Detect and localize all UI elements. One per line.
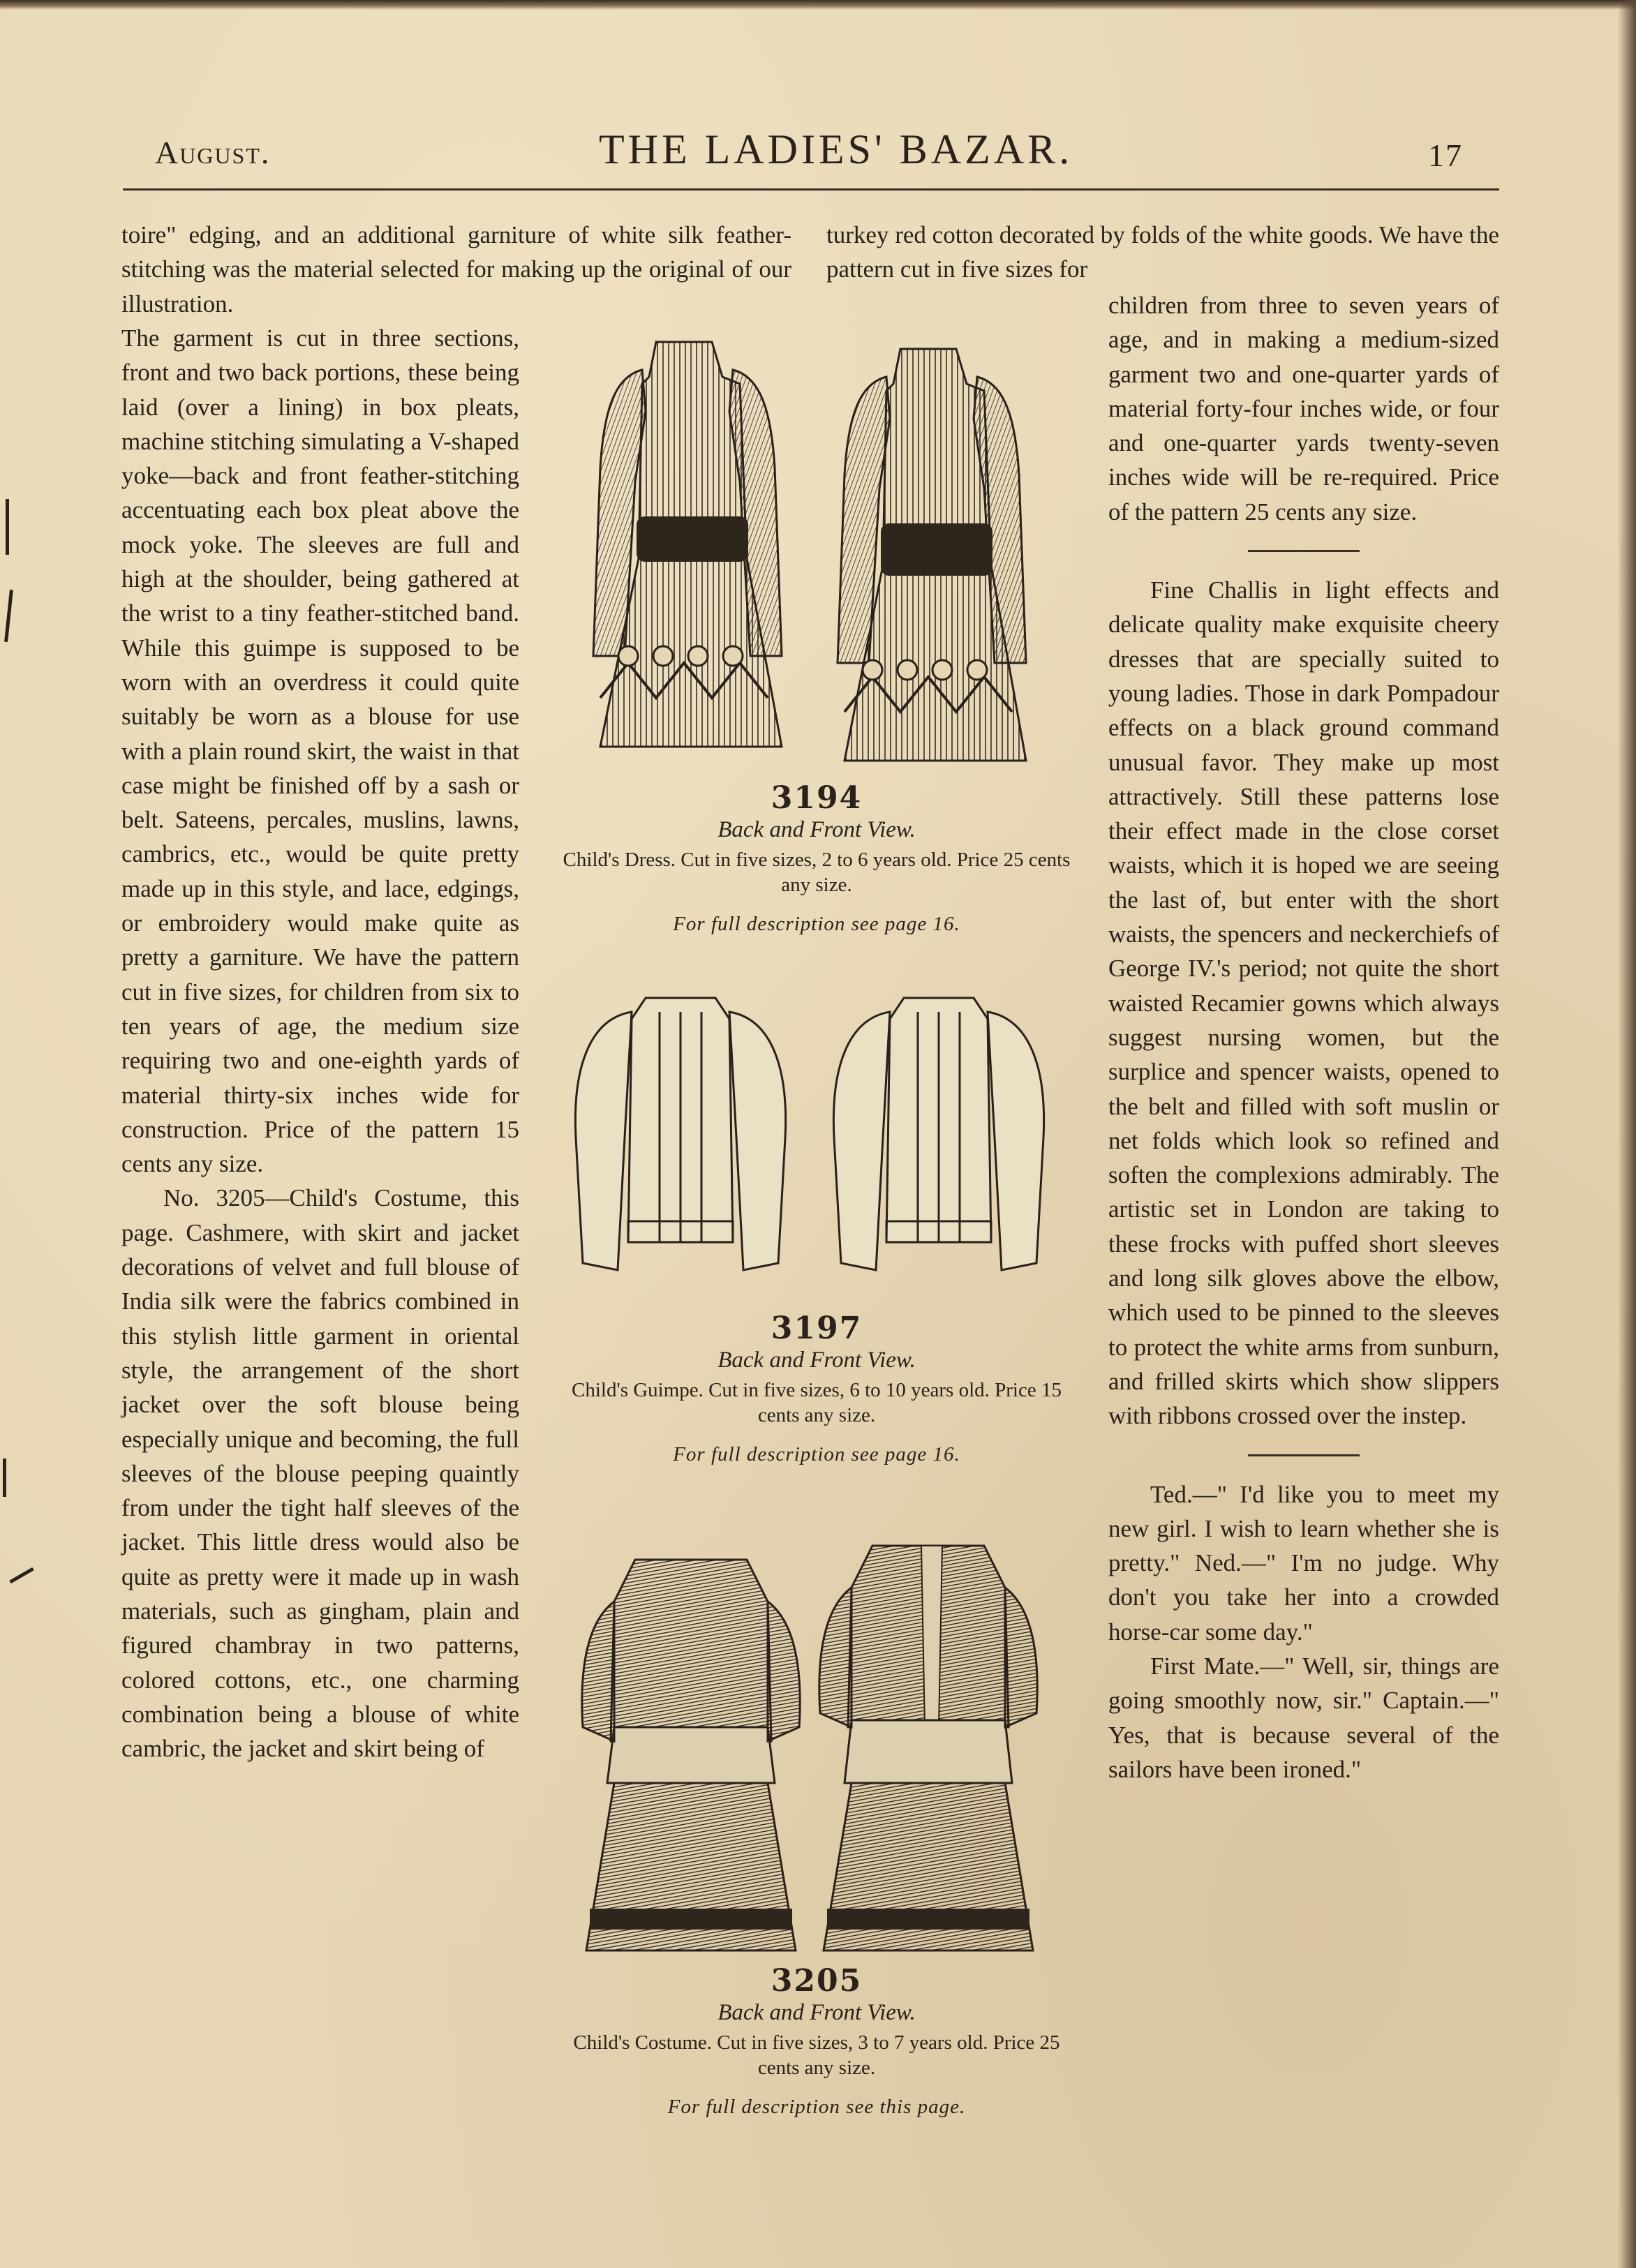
paragraph: children from three to seven years of age, and in making a medium-sized garment two and one-quarter yards of material forty-four inches wide, or four and one-quarter yards twenty-seven inches wide will be re-required. Price of the pattern 25 cents any size. <box>1108 292 1499 525</box>
header-month: August. <box>155 135 271 170</box>
left-top-text-block <box>121 218 791 321</box>
paragraph: turkey red cotton decorated by folds of the white goods. We have the pattern cut in five sizes for <box>826 221 1499 283</box>
margin-mark <box>3 1458 6 1497</box>
figure-number: 3194 <box>771 780 863 816</box>
figure-reference: For full description see this page. <box>667 2096 966 2118</box>
mid-top-text-block <box>826 218 1499 287</box>
figure-description: Child's Guimpe. Cut in five sizes, 6 to 10 years old. Price 15 cents any size. <box>572 1379 1062 1426</box>
paragraph: Fine Challis in light effects and delicate quality make exquisite cheery dresses that are specially suited to young ladies. Those in dark Pompadour effects on a black ground command unusual favor. They make up most attractively. Still these patterns lose their effect made in the close corset waists, which it is hoped we are seeing the last of, but enter with the short waists, the spencers and neckerchiefs of George IV.'s period; not quite the short waisted Recamier gowns which always suggest nursing women, but the surplice and spencer waists, opened to the belt and filled with soft muslin or net folds which look so refined and soften the complexions admirably. The artistic set in London are taking to these frocks with puffed short sleeves and long silk gloves above the elbow, which used to be pinned to the sleeves to protect the white arms from sunburn, and frilled skirts which show slippers with ribbons crossed over the instep. <box>1108 576 1499 1430</box>
magazine-title: THE LADIES' BAZAR. <box>599 126 1073 172</box>
figure-3205 <box>551 1532 1082 2119</box>
figure-reference: For full description see page 16. <box>673 1443 960 1465</box>
joke-paragraph: Ted.—" I'd like you to meet my new girl. I wish to learn whether she is pretty." Ned.—" I'm no judge. Why don't you take her into a crowded horse-car some day." <box>1108 1480 1499 1646</box>
joke-paragraph: First Mate.—" Well, sir, things are going smoothly now, sir." Captain.—" Yes, that is because several of the sailors have been ironed." <box>1108 1652 1499 1783</box>
figure-view-caption: Back and Front View. <box>717 817 916 842</box>
guimpe-illustration <box>562 984 1071 1305</box>
figure-number: 3197 <box>771 1311 863 1346</box>
paragraph: No. 3205—Child's Costume, this page. Cashmere, with skirt and jacket decorations of velvet and full blouse of India silk were the fabrics combined in this stylish little garment in oriental style, the arrangement of the short jacket over the soft blouse being especially unique and becoming, the full sleeves of the blouse peeping quaintly from under the tight half sleeves of the jacket. This little dress would also be quite as pretty were it made up in wash materials, such as gingham, plain and figured chambray in two patterns, colored cottons, etc., one charming combination being a blouse of white cambric, the jacket and skirt being of <box>121 1184 519 1763</box>
paragraph: toire" edging, and an additional garniture of white silk feather-stitching was the material selected for making up the original of our illustration. <box>121 221 791 318</box>
figure-view-caption: Back and Front View. <box>717 1348 916 1373</box>
figure-number: 3205 <box>771 1963 863 1999</box>
figure-3194 <box>551 328 1082 936</box>
figure-description: Child's Costume. Cut in five sizes, 3 to 7 years old. Price 25 cents any size. <box>573 2031 1060 2079</box>
right-column <box>1108 288 1499 1786</box>
page-right-edge <box>1618 0 1636 2268</box>
section-divider <box>1248 550 1360 552</box>
section-divider <box>1248 1454 1360 1456</box>
figure-view-caption: Back and Front View. <box>717 2000 916 2025</box>
page-number: 17 <box>1428 137 1463 173</box>
figure-reference: For full description see page 16. <box>673 913 960 935</box>
costume-illustration <box>572 1532 1061 1957</box>
paragraph: The garment is cut in three sections, front and two back portions, these being laid (over a lining) in box pleats, machine stitching simulating a V-shaped yoke—back and front feather-stitching accentuating each box pleat above the mock yoke. The sleeves are full and high at the shoulder, being gathered at the wrist to a tiny feather-stitched band. While this guimpe is supposed to be worn with an overdress it could quite suitably be worn as a blouse for use with a plain round skirt, the waist in that case might be finished off by a sash or belt. Sateens, percales, muslins, lawns, cambrics, etc., would be quite pretty made up in this style, and lace, edgings, or embroidery would make quite as pretty a garniture. We have the pattern cut in five sizes, for children from six to ten years of age, the medium size requiring two and one-eighth yards of material thirty-six inches wide for construction. Price of the pattern 15 cents any size. <box>121 324 519 1178</box>
margin-mark <box>6 499 9 555</box>
left-column <box>121 321 519 1766</box>
header-rule <box>123 188 1499 191</box>
page-top-edge <box>0 0 1636 10</box>
dress-illustration <box>572 328 1061 775</box>
figure-description: Child's Dress. Cut in five sizes, 2 to 6 years old. Price 25 cents any size. <box>563 849 1071 896</box>
figure-3197 <box>551 984 1082 1466</box>
